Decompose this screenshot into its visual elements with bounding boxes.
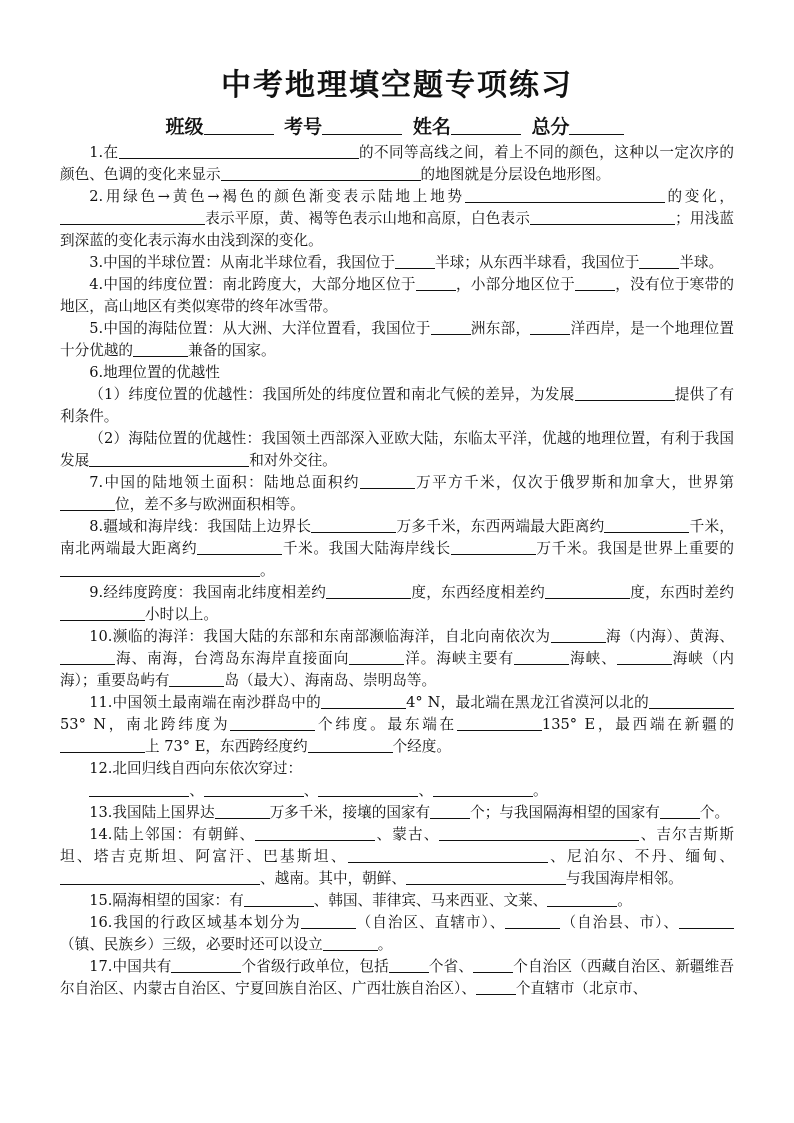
blank[interactable] (204, 781, 304, 797)
blank[interactable] (119, 143, 359, 159)
question-15: 15.隔海相望的国家：有 、韩国、菲律宾、马来西亚、文莱、 。 (89, 892, 632, 909)
blank[interactable] (430, 803, 470, 819)
blank[interactable] (171, 957, 241, 973)
question-13: 13.我国陆上国界达 万多千米，接壤的国家有 个；与我国隔海相望的国家有 个。 (89, 804, 730, 821)
blank[interactable] (230, 715, 315, 731)
question-6-1: （1）纬度位置的优越性：我国所处的纬度位置和南北气候的差异，为发展 提供了有利条件。 (60, 386, 734, 425)
exam-no-label: 考号 (284, 116, 323, 138)
blank[interactable] (547, 891, 617, 907)
question-7: 7.中国的陆地领土面积：陆地总面积约 万平方千米，仅次于俄罗斯和加拿大，世界第位，差不多与欧洲面积相等。 (60, 472, 734, 516)
total-label: 总分 (531, 116, 570, 138)
blank[interactable] (416, 275, 456, 291)
blank[interactable] (326, 583, 411, 599)
blank[interactable] (395, 253, 435, 269)
blank[interactable] (60, 649, 115, 665)
question-list (60, 142, 734, 1000)
question-4: 4.中国的纬度位置：南北跨度大，大部分地区位于 ，小部分地区位于 ，没有位于寒带的地区，高山地区有类似寒带的终年冰雪带。 (60, 276, 734, 315)
blank[interactable] (406, 869, 566, 885)
blank[interactable] (505, 913, 560, 929)
question-6-2: （2）海陆位置的优越性：我国领土西部深入亚欧大陆，东临太平洋，优越的地理位置，有利于我国发展 和对外交往。 (60, 430, 734, 469)
question-10: 10.濒临的海洋：我国大陆的东部和东南部濒临海洋，自北向南依次为 海（内海）、黄海、海、南海，台湾岛东海岸直接面向 洋。海峡主要有 海峡、 海峡（内海）；重要岛屿有 岛（最大）、海南岛、崇明岛等。 (60, 628, 735, 689)
blank[interactable] (451, 539, 536, 555)
question-2: 2.用绿色→黄色→褐色的颜色渐变表示陆地上地势 的变化，表示平原，黄、褐等色表示山地和高原，白色表示 ；用浅蓝到深蓝的变化表示海水由浅到深的变化。 (60, 188, 734, 249)
question-6: 6.地理位置的优越性 (89, 364, 220, 381)
question-16: 16.我国的行政区域基本划分为 （自治区、直辖市）、 （自治县、市）、（镇、民族乡）三级，必要时还可以设立 。 (60, 912, 734, 956)
question-11: 11.中国领土最南端在南沙群岛中的 4° N，最北端在黑龙江省漠河以北的53° N，南北跨纬度为 个纬度。最东端在 135° E，最西端在新疆的上 73° E，东西跨经度约 个经度。 (60, 694, 734, 755)
blank[interactable] (60, 605, 145, 621)
blank[interactable] (551, 627, 606, 643)
blank[interactable] (431, 319, 471, 335)
blank[interactable] (255, 825, 375, 841)
blank[interactable] (323, 935, 378, 951)
blank[interactable] (465, 187, 665, 203)
question-5: 5.中国的海陆位置：从大洲、大洋位置看，我国位于 洲东部， 洋西岸，是一个地理位置十分优越的 兼备的国家。 (60, 320, 734, 359)
blank[interactable] (318, 781, 418, 797)
blank[interactable] (530, 319, 570, 335)
blank[interactable] (575, 385, 675, 401)
question-1: 1.在 的不同等高线之间，着上不同的颜色，这种以一定次序的颜色、色调的变化来显示 的地图就是分层设色地形图。 (60, 144, 734, 183)
blank[interactable] (348, 847, 548, 863)
class-label: 班级 (165, 116, 204, 138)
blank[interactable] (169, 671, 224, 687)
blank[interactable] (530, 209, 675, 225)
blank[interactable] (660, 803, 700, 819)
blank[interactable] (60, 869, 260, 885)
blank[interactable] (349, 649, 404, 665)
blank[interactable] (457, 715, 542, 731)
blank[interactable] (89, 781, 189, 797)
student-info-line (0, 112, 794, 139)
blank[interactable] (514, 649, 569, 665)
total-field[interactable] (569, 116, 624, 135)
question-17: 17.中国共有 个省级行政单位，包括 个省、 个自治区（西藏自治区、新疆维吾尔自治区、内蒙古自治区、宁夏回族自治区、广西壮族自治区）、 个直辖市（北京市、 (60, 958, 734, 997)
blank[interactable] (197, 539, 282, 555)
blank[interactable] (60, 209, 205, 225)
blank[interactable] (617, 649, 672, 665)
blank[interactable] (311, 517, 396, 533)
blank[interactable] (221, 165, 421, 181)
exam-no-field[interactable] (322, 116, 402, 135)
blank[interactable] (60, 495, 115, 511)
name-label: 姓名 (412, 116, 451, 138)
blank[interactable] (360, 473, 415, 489)
name-field[interactable] (451, 116, 521, 135)
blank[interactable] (308, 737, 393, 753)
blank[interactable] (321, 693, 406, 709)
page-title: 中考地理填空题专项练习 (221, 68, 573, 103)
blank[interactable] (301, 913, 356, 929)
blank[interactable] (649, 693, 734, 709)
blank[interactable] (545, 583, 630, 599)
blank[interactable] (433, 781, 533, 797)
question-12: 12.北回归线自西向东依次穿过： (89, 760, 303, 777)
blank[interactable] (639, 253, 679, 269)
question-14: 14.陆上邻国：有朝鲜、 、蒙古、 、吉尔吉斯斯坦、塔吉克斯坦、阿富汗、巴基斯坦、 、尼泊尔、不丹、缅甸、、越南。其中，朝鲜、 与我国海岸相邻。 (60, 826, 734, 887)
blank[interactable] (215, 803, 270, 819)
blank[interactable] (439, 825, 639, 841)
question-3: 3.中国的半球位置：从南北半球位看，我国位于 半球；从东西半球看，我国位于 半球。 (89, 254, 724, 271)
question-12-blanks: 、 、 、 。 (60, 780, 734, 802)
blank[interactable] (679, 913, 734, 929)
blank[interactable] (476, 979, 516, 995)
question-9: 9.经纬度跨度：我国南北纬度相差约 度，东西经度相差约 度，东西时差约小时以上。 (60, 582, 734, 626)
blank[interactable] (244, 891, 314, 907)
question-8: 8.疆域和海岸线：我国陆上边界长 万多千米，东西两端最大距离约 千米，南北两端最大距离约 千米。我国大陆海岸线长 万千米。我国是世界上重要的。 (60, 518, 734, 579)
blank[interactable] (60, 561, 260, 577)
blank[interactable] (89, 451, 249, 467)
blank[interactable] (389, 957, 429, 973)
blank[interactable] (473, 957, 513, 973)
blank[interactable] (575, 275, 615, 291)
blank[interactable] (60, 737, 145, 753)
class-field[interactable] (204, 116, 274, 135)
blank[interactable] (604, 517, 689, 533)
blank[interactable] (133, 341, 188, 357)
